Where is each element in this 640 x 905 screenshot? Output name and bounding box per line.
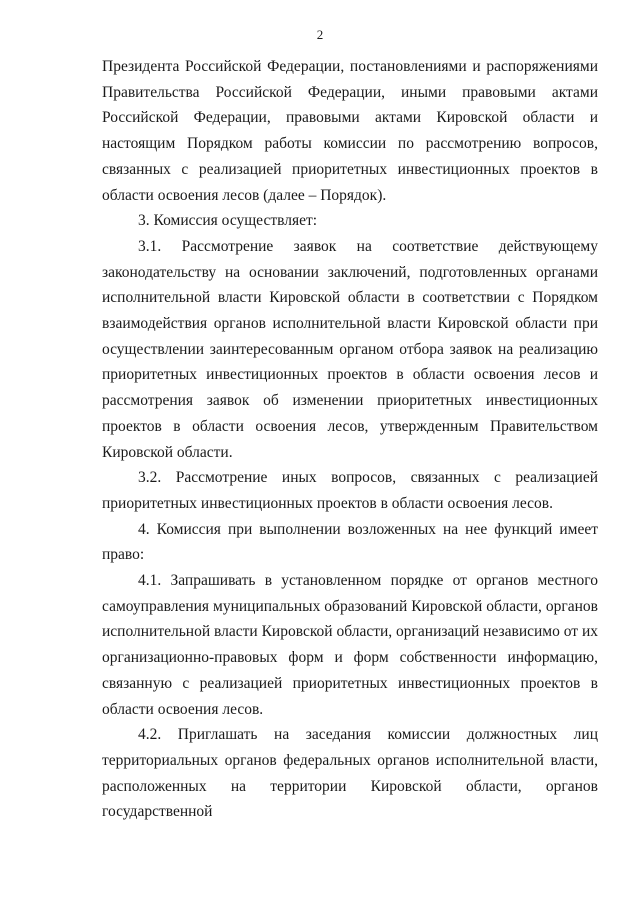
document-body xyxy=(102,54,598,825)
paragraph-item-4-2: 4.2. Приглашать на заседания комиссии должностных лиц территориальных органов федеральных органов исполнительной власти, расположенных на территории Кировской области, органов государственной xyxy=(102,726,598,821)
paragraph-item-3: 3. Комиссия осуществляет: xyxy=(138,212,318,230)
paragraph-continuation: Президента Российской Федерации, постановлениями и распоряжениями Правительства Российской Федерации, иными правовыми актами Российской Федерации, правовыми актами Кировской области и настоящим Порядком работы комиссии по рассмотрению вопросов, связанных с реализацией приоритетных инвестиционных проектов в области освоения лесов (далее – Порядок). xyxy=(102,58,598,204)
paragraph-item-4: 4. Комиссия при выполнении возложенных на нее функций имеет право: xyxy=(102,520,598,564)
paragraph-item-3-1: 3.1. Рассмотрение заявок на соответствие действующему законодательству на основании заключений, подготовленных органами исполнительной власти Кировской области в соответствии с Порядком взаимодействия органов исполнительной власти Кировской области при осуществлении заинтересованным органом отбора заявок на реализацию приоритетных инвестиционных проектов в области освоения лесов и рассмотрения заявок об изменении приоритетных инвестиционных проектов в области освоения лесов, утвержденным Правительством Кировской области. xyxy=(102,237,598,461)
paragraph-item-4-1: 4.1. Запрашивать в установленном порядке от органов местного самоуправления муниципальных образований Кировской области, органов исполнительной власти Кировской области, организаций независимо от их организационно-правовых форм и форм собственности информацию, связанную с реализацией приоритетных инвестиционных проектов в области освоения лесов. xyxy=(102,572,598,718)
page-number: 2 xyxy=(316,27,324,42)
paragraph-item-3-2: 3.2. Рассмотрение иных вопросов, связанных с реализацией приоритетных инвестиционных проектов в области освоения лесов. xyxy=(102,469,598,512)
